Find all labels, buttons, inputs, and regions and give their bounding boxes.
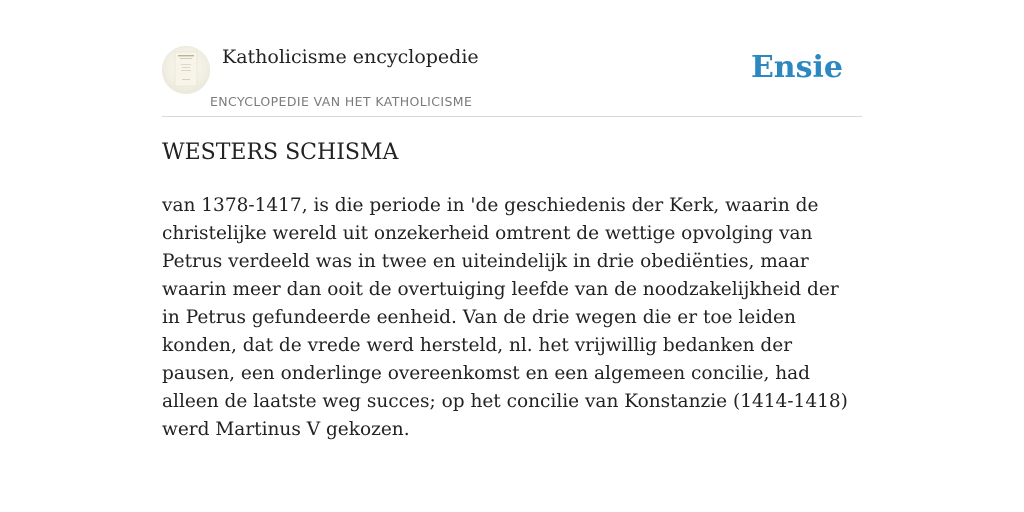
ensie-logo[interactable]: Ensie: [750, 50, 843, 85]
site-subtitle: ENCYCLOPEDIE VAN HET KATHOLICISME: [210, 94, 473, 109]
book-cover-icon[interactable]: [162, 46, 210, 94]
entry-body: van 1378-1417, is die periode in 'de geschiedenis der Kerk, waarin de christelijke wereld uit onzekerheid omtrent de wettige opvolging van Petrus verdeeld was in twee en uiteindelijk in drie obediënties, maar waarin meer dan ooit de overtuiging leefde van de noodzakelijkheid der in Petrus gefundeerde eenheid. Van de drie wegen die er toe leiden konden, dat de vrede werd hersteld, nl. het vrijwillig bedanken der pausen, een onderlinge overeenkomst en een algemeen concilie, had alleen de laatste weg succes; op het concilie van Konstanzie (1414-1418) werd Martinus V gekozen.: [162, 195, 848, 440]
page: [162, 0, 862, 440]
site-title[interactable]: Katholicisme encyclopedie: [222, 46, 479, 68]
entry-title: WESTERS SCHISMA: [162, 140, 399, 165]
site-header: [162, 0, 862, 117]
